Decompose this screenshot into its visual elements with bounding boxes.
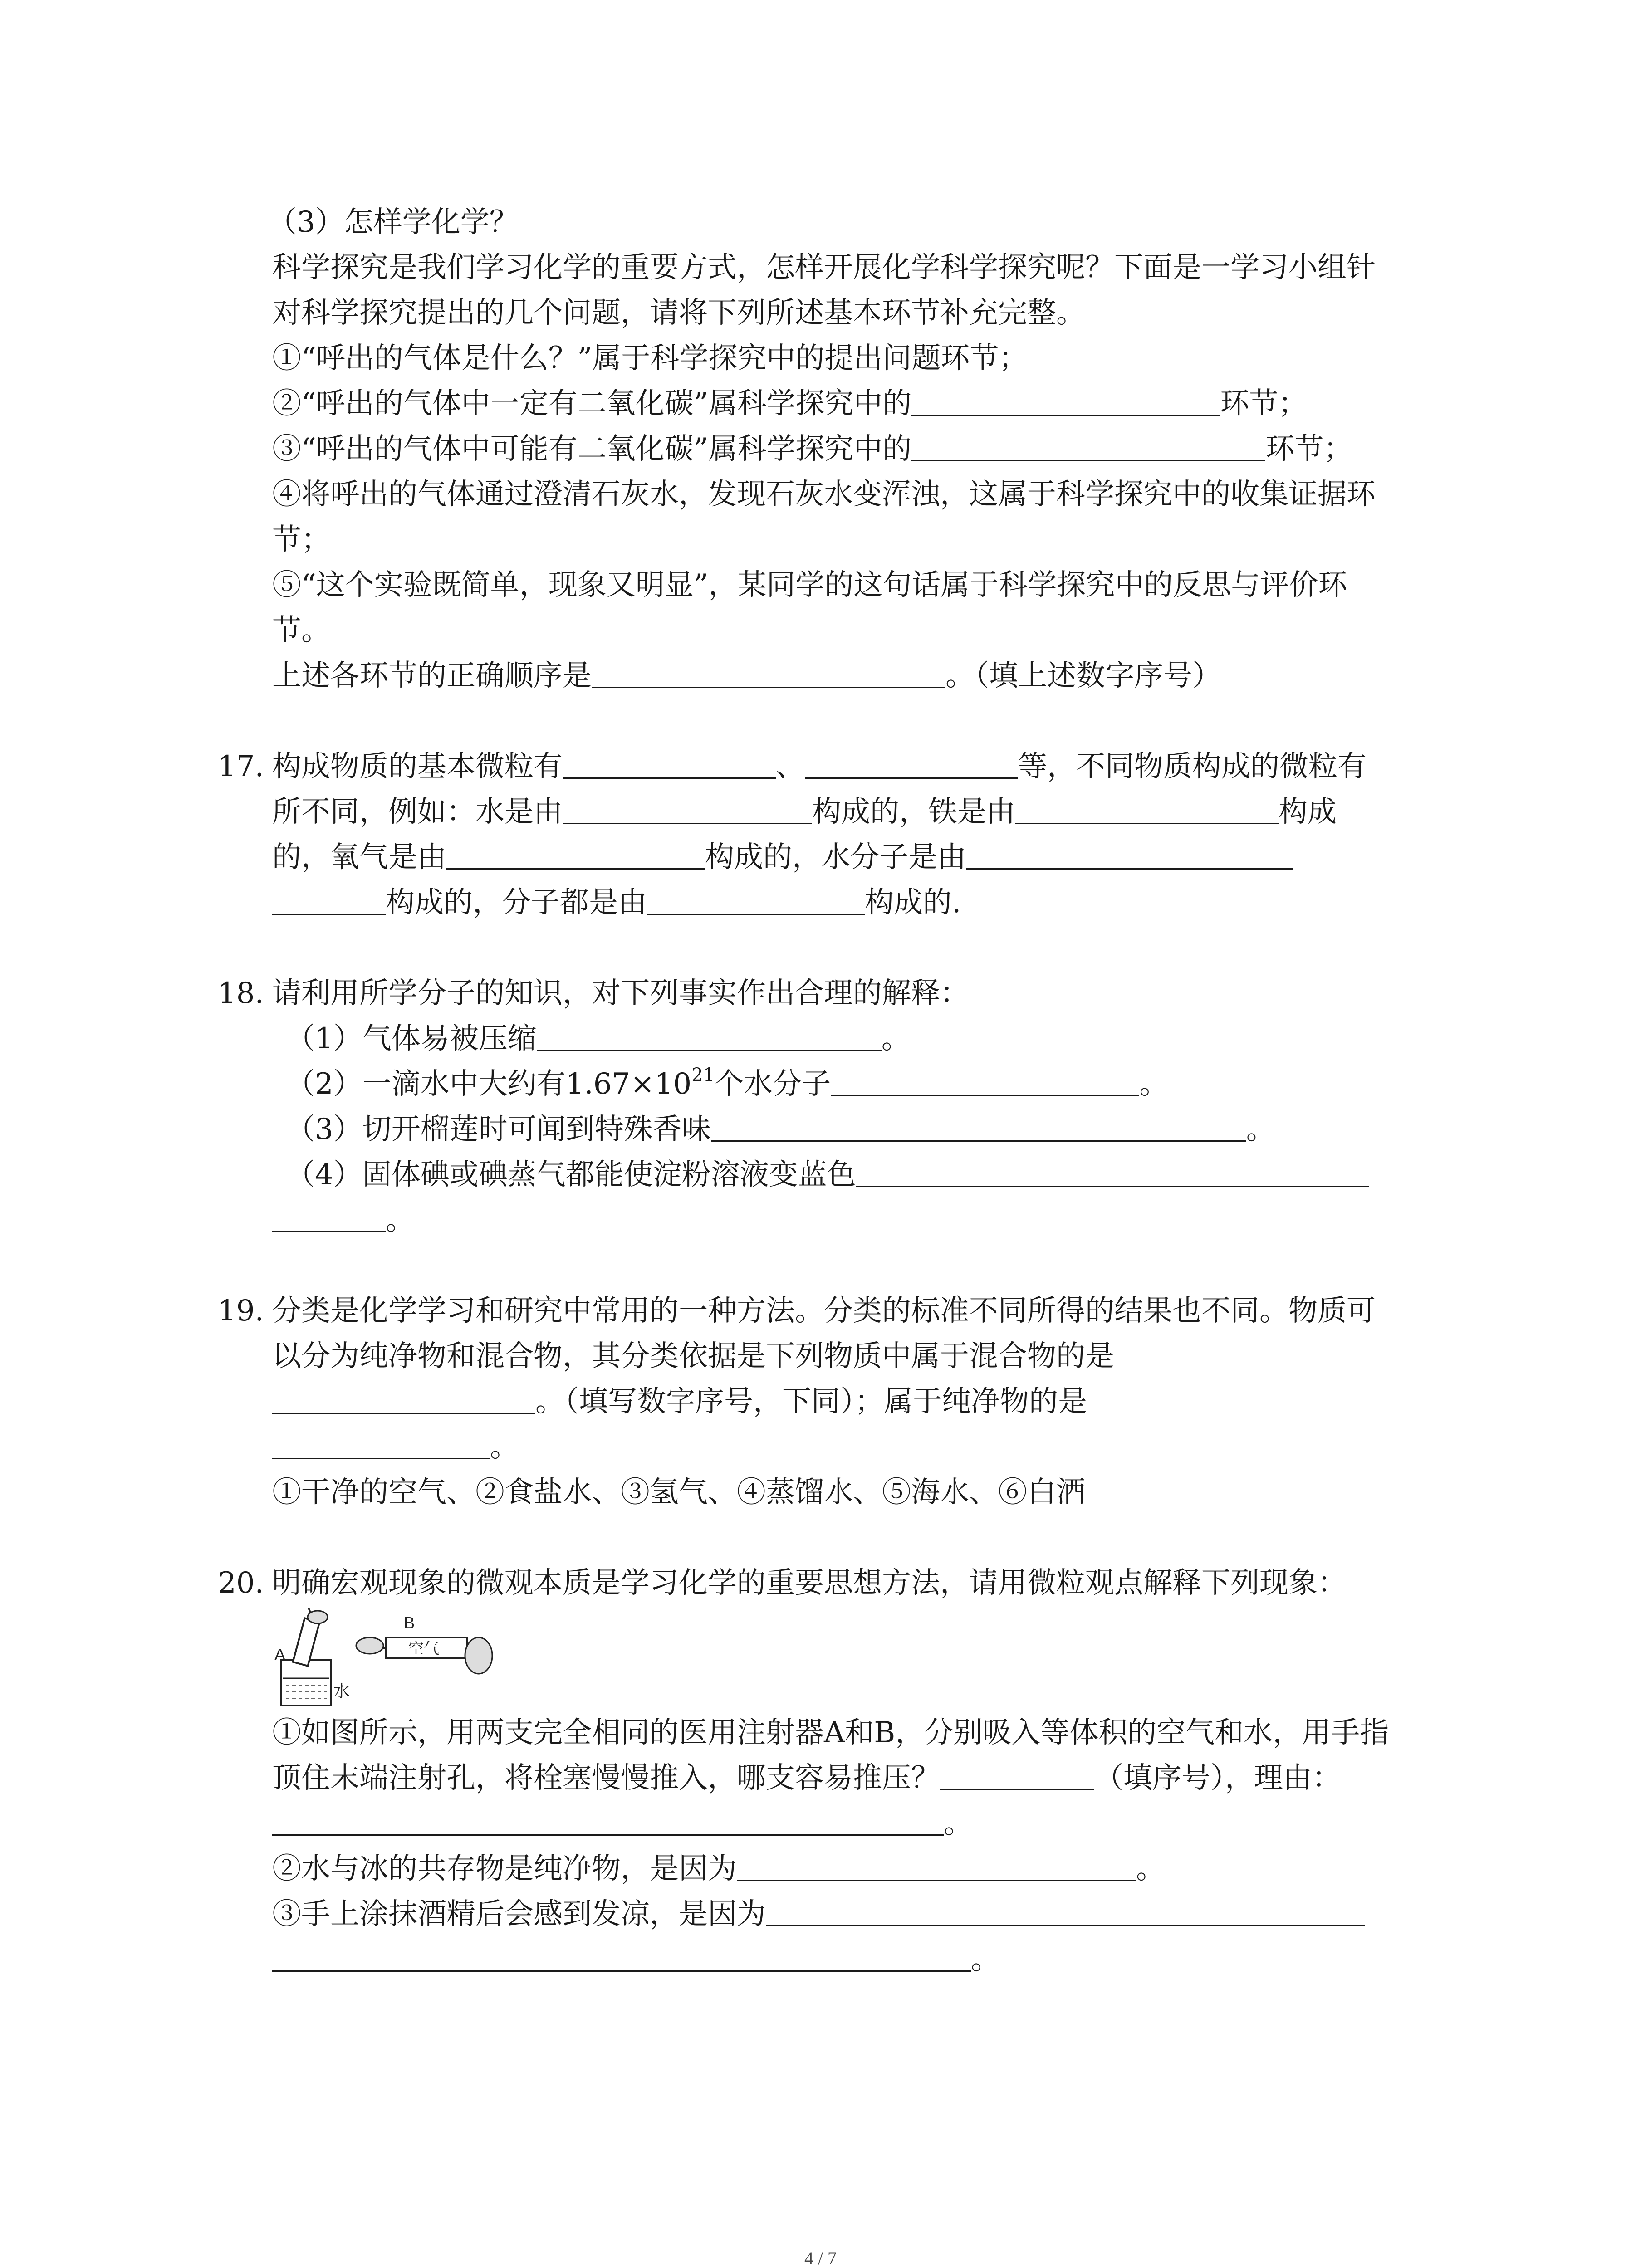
q20-p3-cont [218, 1937, 1443, 1982]
syringe-a-barrel [293, 1618, 320, 1666]
q18-sub1-suffix: 。 [881, 1022, 911, 1056]
q18-sub2-blank[interactable] [831, 1063, 1139, 1096]
q16-order [218, 653, 1443, 699]
q20-p3-blank-cont[interactable] [272, 1939, 971, 1972]
q17-blank-3[interactable] [563, 791, 812, 824]
q20-p1-end: 。 [944, 1807, 973, 1840]
q17-text-j: 构成的. [865, 886, 961, 919]
q20-p3-suffix: 。 [971, 1943, 1000, 1976]
q17-text-i: 构成的，分子都是由 [386, 886, 647, 919]
page-number: 4 / 7 [804, 2248, 837, 2268]
q20-p3 [218, 1892, 1443, 1937]
q20-stem-text: 明确宏观现象的微观本质是学习化学的重要思想方法，请用微粒观点解释下列现象： [272, 1566, 1347, 1600]
q16-item4-line2: 节； [272, 523, 330, 557]
q19-text-a: 分类是化学学习和研究中常用的一种方法。分类的标准不同所得的结果也不同。物质可 [272, 1294, 1376, 1328]
q17-text-e: 构成的，铁是由 [812, 795, 1015, 829]
q18-sub3-suffix: 。 [1246, 1113, 1275, 1146]
q18-stem-text: 请利用所学分子的知识，对下列事实作出合理的解释： [272, 977, 969, 1010]
q19-line4 [218, 1424, 1443, 1470]
q18-sub3-blank[interactable] [711, 1109, 1246, 1142]
q16-order-blank[interactable] [592, 655, 945, 688]
q17-blank-4[interactable] [1015, 791, 1279, 824]
q20-p1-line1: ①如图所示，用两支完全相同的医用注射器A和B，分别吸入等体积的空气和水，用手指 [272, 1716, 1389, 1750]
q16-item3-text: ③“呼出的气体中可能有二氧化碳”属科学探究中的 [272, 432, 912, 466]
q19-text-c: 。 [490, 1430, 519, 1464]
q16-intro-line1: 科学探究是我们学习化学的重要方式，怎样开展化学科学探究呢？下面是一学习小组针 [272, 251, 1376, 284]
q20-p1-line3 [218, 1801, 1443, 1846]
hand-b-right [465, 1637, 492, 1674]
q18-sub2-exponent: 21 [691, 1065, 715, 1085]
hand-b-left [356, 1637, 383, 1654]
q16-sub3-title: （3）怎样学化学？ [268, 205, 519, 239]
water-label: 水 [333, 1682, 350, 1701]
q17-text-f: 构成 [1279, 795, 1337, 829]
q16-item5-line2: 节。 [272, 614, 330, 647]
q20-p1-text: 顶住末端注射孔，将栓塞慢慢推入，哪支容易推压？ [272, 1761, 940, 1795]
q18-sub4-text: （4）固体碘或碘蒸气都能使淀粉溶液变蓝色 [286, 1158, 856, 1192]
q20-p3-text: ③手上涂抹酒精后会感到发凉，是因为 [272, 1897, 766, 1931]
q17-blank-5[interactable] [446, 836, 705, 870]
q18-sub2-text: （2）一滴水中大约有1.67×10 [286, 1067, 692, 1101]
q16-item1: ①“呼出的气体是什么？”属于科学探究中的提出问题环节； [272, 342, 1028, 375]
q19-text-b: 。（填写数字序号，下同）；属于纯净物的是 [535, 1385, 1087, 1418]
q20-number: 20. [218, 1566, 264, 1600]
q17-line1 [218, 744, 1443, 789]
q16-item3-blank[interactable] [911, 428, 1265, 461]
q20-p1-line2 [218, 1755, 1443, 1801]
q17-text-d: 所不同，例如：水是由 [272, 795, 563, 829]
q17-text-c: 等，不同物质构成的微粒有 [1018, 750, 1367, 783]
q17-line2 [218, 789, 1443, 835]
syringe-a-label: A [274, 1645, 286, 1664]
q17-line4 [218, 880, 1443, 925]
q17-blank-8[interactable] [647, 882, 865, 915]
q20-p2 [218, 1846, 1443, 1892]
q17-text-g: 的，氧气是由 [272, 841, 446, 874]
q17-text-b: 、 [776, 750, 805, 783]
q17-text-h: 构成的，水分子是由 [705, 841, 966, 874]
q17-blank-6[interactable] [966, 836, 1293, 870]
q19-blank-pure[interactable] [272, 1426, 490, 1459]
q20-p2-blank[interactable] [737, 1848, 1136, 1881]
q16-item2-text: ②“呼出的气体中一定有二氧化碳”属科学探究中的 [272, 387, 912, 420]
q19-line1 [218, 1288, 1443, 1334]
q17-line3 [218, 835, 1443, 880]
syringe-diagram [272, 1606, 508, 1710]
syringe-figure [272, 1606, 1443, 1710]
q18-sub2 [218, 1061, 1443, 1107]
q20-stem [218, 1560, 1443, 1606]
q17-blank-2[interactable] [805, 746, 1018, 779]
q16-item2-suffix: 环节； [1220, 387, 1308, 420]
q19-line2: 以分为纯净物和混合物，其分类依据是下列物质中属于混合物的是 [272, 1339, 1114, 1373]
hand-a-shape [308, 1611, 328, 1623]
page-content [218, 200, 1443, 1982]
q19-options: ①干净的空气、②食盐水、③氢气、④蒸馏水、⑤海水、⑥白酒 [272, 1476, 1085, 1509]
q16-item5-line1: ⑤“这个实验既简单，现象又明显”，某同学的这句话属于科学探究中的反思与评价环 [272, 568, 1347, 602]
q17-text-a: 构成物质的基本微粒有 [272, 750, 563, 783]
q18-sub3-text: （3）切开榴莲时可闻到特殊香味 [286, 1113, 711, 1146]
q16-item4-line1: ④将呼出的气体通过澄清石灰水，发现石灰水变浑浊，这属于科学探究中的收集证据环 [272, 478, 1376, 511]
q16-order-text: 上述各环节的正确顺序是 [272, 659, 592, 693]
q18-sub4-blank-cont[interactable] [272, 1199, 386, 1232]
q16-item2-blank[interactable] [911, 383, 1220, 416]
q18-sub1-blank[interactable] [537, 1018, 882, 1051]
air-label: 空气 [408, 1640, 439, 1658]
q18-sub4-blank[interactable] [856, 1154, 1369, 1187]
q18-sub1 [218, 1016, 1443, 1061]
q19-number: 19. [218, 1294, 264, 1328]
q16-item3-suffix: 环节； [1265, 432, 1353, 466]
q16-item3 [218, 426, 1443, 472]
q17-blank-7[interactable] [272, 882, 386, 915]
q20-p2-text: ②水与冰的共存物是纯净物，是因为 [272, 1852, 737, 1886]
q18-sub4-suffix: 。 [386, 1203, 415, 1237]
q18-stem [218, 971, 1443, 1016]
q17-blank-1[interactable] [563, 746, 776, 779]
q20-p1-suffix: （填序号），理由： [1094, 1761, 1341, 1795]
q20-p2-suffix: 。 [1136, 1852, 1165, 1886]
q18-sub3 [218, 1107, 1443, 1152]
q20-p3-blank[interactable] [766, 1893, 1365, 1926]
syringe-b-label: B [404, 1613, 415, 1632]
q20-p1-reason-blank[interactable] [272, 1803, 944, 1836]
q18-sub2-text-b: 个水分子 [715, 1067, 831, 1101]
q16-order-suffix: 。（填上述数字序号） [945, 659, 1221, 693]
q16-item2 [218, 381, 1443, 426]
q18-sub2-suffix: 。 [1139, 1067, 1169, 1101]
q16-intro-line2: 对科学探究提出的几个问题，请将下列所述基本环节补充完整。 [272, 296, 1085, 330]
q20-p1-choice-blank[interactable] [940, 1757, 1094, 1790]
q17-number: 17. [218, 750, 264, 783]
q18-sub1-text: （1）气体易被压缩 [286, 1022, 537, 1056]
q19-line3 [218, 1379, 1443, 1424]
q18-sub4-cont [218, 1198, 1443, 1243]
q18-number: 18. [218, 977, 264, 1010]
q18-sub4 [218, 1152, 1443, 1198]
q19-blank-mixture[interactable] [272, 1381, 535, 1414]
